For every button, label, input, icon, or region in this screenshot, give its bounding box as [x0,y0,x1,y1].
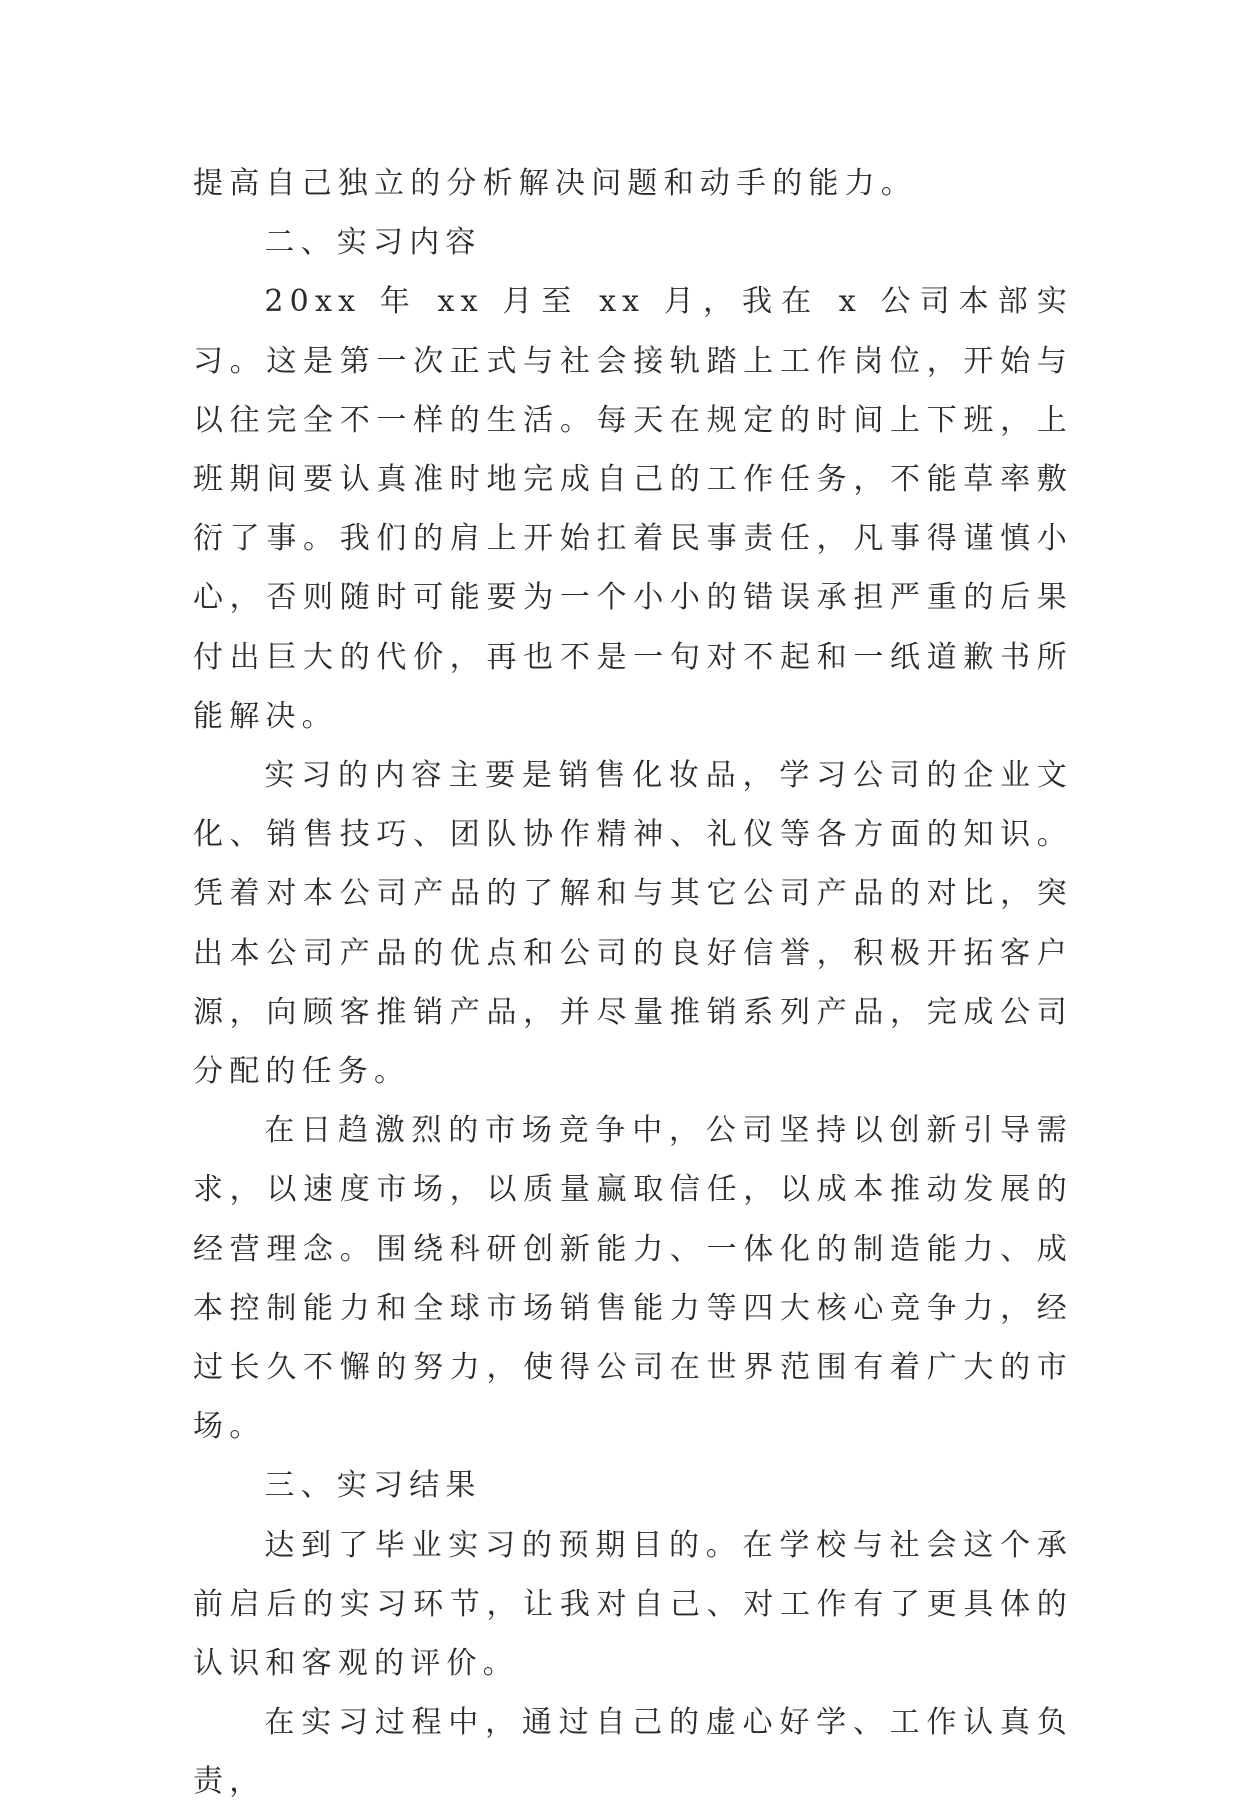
document-body [193,154,1073,1812]
paragraph-internship-period: 20xx 年 xx 月至 xx 月，我在 x 公司本部实习。这是第一次正式与社会接轨踏上工作岗位，开始与以往完全不一样的生活。每天在规定的时间上下班，上班期间要认真准时地完成自己的工作任务，不能草率敷衍了事。我们的肩上开始扛着民事责任，凡事得谨慎小心，否则随时可能要为一个小小的错误承担严重的后果付出巨大的代价，再也不是一句对不起和一纸道歉书所能解决。 [193,284,1073,734]
paragraph-company-philosophy: 在日趋激烈的市场竞争中，公司坚持以创新引导需求，以速度市场，以质量赢取信任，以成本推动发展的经营理念。围绕科研创新能力、一体化的制造能力、成本控制能力和全球市场销售能力等四大核心竞争力，经过长久不懈的努力，使得公司在世界范围有着广大的市场。 [193,1113,1073,1445]
paragraph-internship-content: 实习的内容主要是销售化妆品，学习公司的企业文化、销售技巧、团队协作精神、礼仪等各方面的知识。凭着对本公司产品的了解和与其它公司产品的对比，突出本公司产品的优点和公司的良好信誉，积极开拓客户源，向顾客推销产品，并尽量推销系列产品，完成公司分配的任务。 [193,758,1073,1090]
paragraph-results: 达到了毕业实习的预期目的。在学校与社会这个承前启后的实习环节，让我对自己、对工作有了更具体的认识和客观的评价。 [193,1527,1073,1682]
paragraph-process: 在实习过程中，通过自己的虚心好学、工作认真负责， [193,1705,1073,1800]
section-heading-content: 二、实习内容 [264,225,482,261]
section-heading-results: 三、实习结果 [264,1468,482,1504]
paragraph-continued: 提高自己独立的分析解决问题和动手的能力。 [193,166,917,201]
